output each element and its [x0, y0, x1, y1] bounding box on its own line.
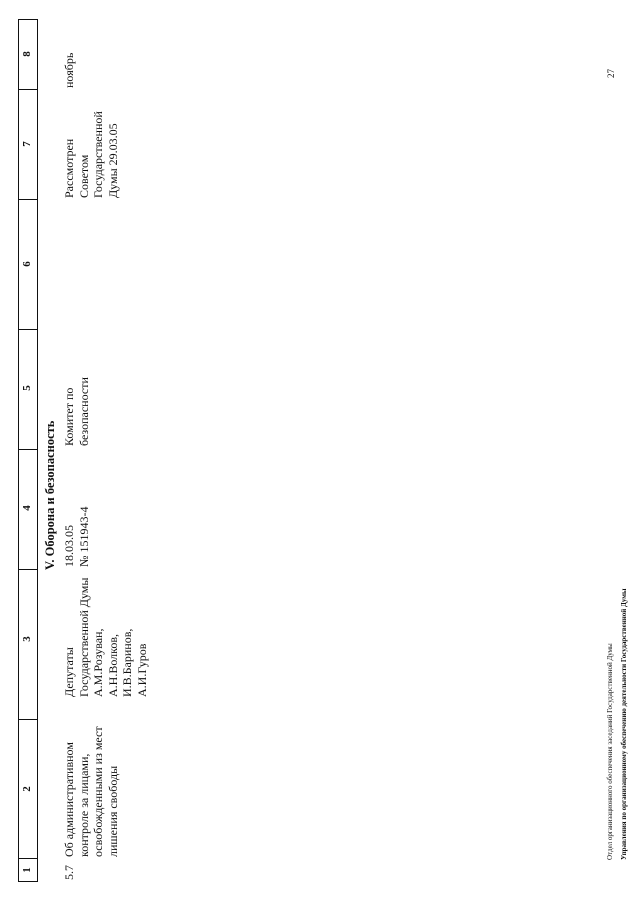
column-separator: [18, 19, 38, 20]
month-cell: ноябрь: [62, 52, 76, 88]
column-separator: [18, 569, 38, 570]
column-separator: [18, 329, 38, 330]
column-separator: [18, 881, 38, 882]
column-number: 7: [21, 141, 33, 147]
column-separator: [18, 719, 38, 720]
column-separator: [18, 449, 38, 450]
page-number: 27: [606, 69, 616, 78]
footer-line-2: Управления по организационному обеспечению деятельности Государственной Думы: [620, 588, 628, 860]
initiators-cell: Депутаты Государственной Думы А.М.Розуван, А.Н.Волков, И.В.Баринов, А.И.Гуров: [62, 577, 149, 697]
footer-line-1: Отдел организационного обеспечения заседаний Государственной Думы: [606, 643, 614, 860]
column-separator: [18, 89, 38, 90]
header-row-border: [37, 20, 38, 882]
column-number: 4: [21, 505, 33, 511]
row-number: 5.7: [62, 865, 76, 880]
bill-title-cell: Об административном контроле за лицами, освобожденными из мест лишения свободы: [62, 726, 120, 857]
column-number: 5: [21, 385, 33, 391]
section-heading: V. Оборона и безопасность: [43, 420, 57, 570]
table-top-border: [18, 20, 19, 882]
column-number: 3: [21, 636, 33, 642]
column-number: 2: [21, 786, 33, 792]
column-separator: [18, 199, 38, 200]
column-number: 1: [21, 867, 33, 873]
introduced-cell: 18.03.05 № 151943-4: [62, 506, 91, 567]
column-number: 8: [21, 51, 33, 57]
column-separator: [18, 858, 38, 859]
status-cell: Рассмотрен Советом Государственной Думы 29.03.05: [62, 111, 120, 198]
committee-cell: Комитет по безопасности: [62, 377, 91, 446]
column-number: 6: [21, 261, 33, 267]
